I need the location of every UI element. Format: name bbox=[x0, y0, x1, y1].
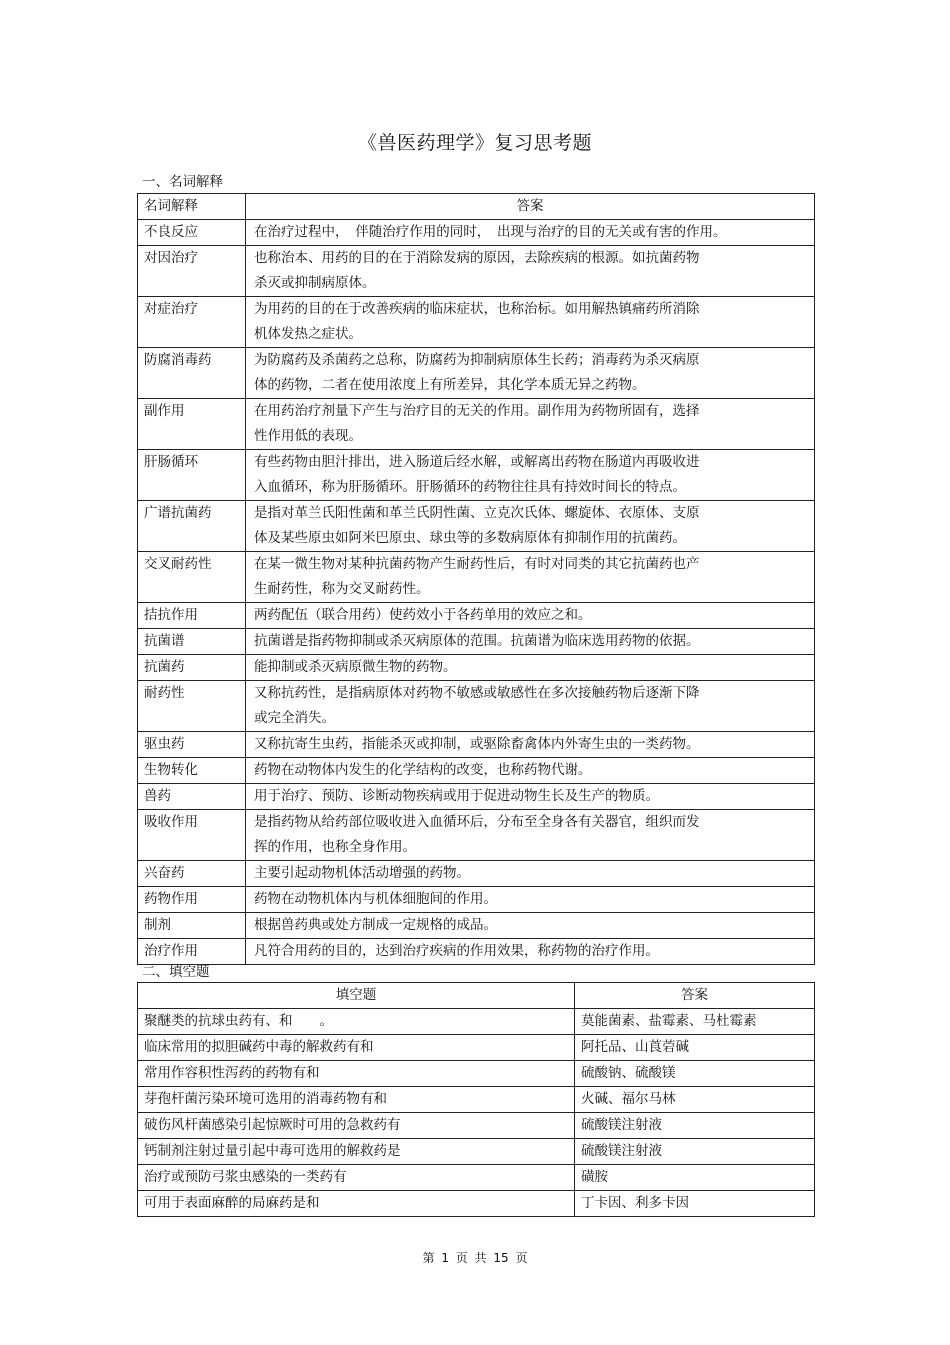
definition-cell bbox=[246, 887, 815, 913]
table-row bbox=[138, 1113, 815, 1139]
definition-line: 杀灭或抑制病原体。 bbox=[254, 275, 376, 291]
term-cell: 交叉耐药性 bbox=[138, 552, 246, 603]
definition-line: 药物在动物体内发生的化学结构的改变，也称药物代谢。 bbox=[254, 762, 592, 778]
answer-cell: 莫能菌素、盐霉素、马杜霉素 bbox=[575, 1009, 815, 1035]
answer-cell: 硫酸钠、硫酸镁 bbox=[575, 1061, 815, 1087]
table-row bbox=[138, 784, 815, 810]
definition-line: 性作用低的表现。 bbox=[254, 428, 362, 444]
term-cell: 驱虫药 bbox=[138, 732, 246, 758]
definition-line: 在治疗过程中， 伴随治疗作用的同时， 出现与治疗的目的无关或有害的作用。 bbox=[254, 224, 727, 240]
table-row bbox=[138, 1191, 815, 1217]
table-row bbox=[138, 758, 815, 784]
definition-line: 机体发热之症状。 bbox=[254, 326, 362, 342]
definition-cell bbox=[246, 810, 815, 861]
definition-line: 抗菌谱是指药物抑制或杀灭病原体的范围。抗菌谱为临床选用药物的依据。 bbox=[254, 633, 700, 649]
term-cell: 抗菌药 bbox=[138, 655, 246, 681]
definition-line: 在用药治疗剂量下产生与治疗目的无关的作用。副作用为药物所固有，选择 bbox=[254, 403, 700, 419]
section-heading-terms: 一、名词解释 bbox=[142, 174, 223, 190]
definition-cell bbox=[246, 861, 815, 887]
definition-line: 又称抗寄生虫药，指能杀灭或抑制，或驱除畜禽体内外寄生虫的一类药物。 bbox=[254, 736, 700, 752]
definition-line: 或完全消失。 bbox=[254, 710, 335, 726]
table-row bbox=[138, 552, 815, 603]
answer-cell: 硫酸镁注射液 bbox=[575, 1139, 815, 1165]
term-cell: 防腐消毒药 bbox=[138, 348, 246, 399]
page-title: 《兽医药理学》复习思考题 bbox=[357, 132, 592, 154]
table-row bbox=[138, 1035, 815, 1061]
table-row bbox=[138, 629, 815, 655]
definition-line: 挥的作用，也称全身作用。 bbox=[254, 839, 416, 855]
table-row bbox=[138, 810, 815, 861]
term-cell: 治疗作用 bbox=[138, 939, 246, 965]
fill-table-body bbox=[138, 1009, 815, 1217]
definition-cell bbox=[246, 348, 815, 399]
definition-line: 也称治本、用药的目的在于消除发病的原因，去除疾病的根源。如抗菌药物 bbox=[254, 250, 700, 266]
definition-cell bbox=[246, 655, 815, 681]
definition-cell bbox=[246, 732, 815, 758]
definition-cell bbox=[246, 939, 815, 965]
definition-line: 生耐药性，称为交叉耐药性。 bbox=[254, 581, 430, 597]
term-cell: 副作用 bbox=[138, 399, 246, 450]
definition-line: 有些药物由胆汁排出，进入肠道后经水解，或解离出药物在肠道内再吸收进 bbox=[254, 454, 700, 470]
definition-line: 又称抗药性，是指病原体对药物不敏感或敏感性在多次接触药物后逐渐下降 bbox=[254, 685, 700, 701]
question-cell: 聚醚类的抗球虫药有、和 。 bbox=[138, 1009, 575, 1035]
question-cell: 钙制剂注射过量引起中毒可选用的解救药是 bbox=[138, 1139, 575, 1165]
definition-line: 为防腐药及杀菌药之总称，防腐药为抑制病原体生长药；消毒药为杀灭病原 bbox=[254, 352, 700, 368]
table-row bbox=[138, 246, 815, 297]
definition-line: 凡符合用药的目的，达到治疗疾病的作用效果，称药物的治疗作用。 bbox=[254, 943, 659, 959]
answer-cell: 阿托品、山莨菪碱 bbox=[575, 1035, 815, 1061]
term-cell: 兴奋药 bbox=[138, 861, 246, 887]
definition-cell bbox=[246, 552, 815, 603]
table-row bbox=[138, 681, 815, 732]
question-cell: 可用于表面麻醉的局麻药是和 bbox=[138, 1191, 575, 1217]
definition-cell bbox=[246, 220, 815, 246]
table-row bbox=[138, 501, 815, 552]
table-row bbox=[138, 732, 815, 758]
question-cell: 常用作容积性泻药的药物有和 bbox=[138, 1061, 575, 1087]
term-cell: 对因治疗 bbox=[138, 246, 246, 297]
header-answer: 答案 bbox=[575, 983, 815, 1009]
header-term: 名词解释 bbox=[138, 194, 246, 220]
term-cell: 对症治疗 bbox=[138, 297, 246, 348]
term-cell: 药物作用 bbox=[138, 887, 246, 913]
table-row bbox=[138, 399, 815, 450]
terms-table-body bbox=[138, 220, 815, 965]
table-row bbox=[138, 861, 815, 887]
definition-line: 体及某些原虫如阿米巴原虫、球虫等的多数病原体有抑制作用的抗菌药。 bbox=[254, 530, 686, 546]
term-cell: 耐药性 bbox=[138, 681, 246, 732]
definition-cell bbox=[246, 784, 815, 810]
definition-line: 体的药物，二者在使用浓度上有所差异，其化学本质无异之药物。 bbox=[254, 377, 646, 393]
table-row bbox=[138, 297, 815, 348]
term-cell: 兽药 bbox=[138, 784, 246, 810]
definition-line: 主要引起动物机体活动增强的药物。 bbox=[254, 865, 470, 881]
table-row bbox=[138, 1165, 815, 1191]
table-row bbox=[138, 1139, 815, 1165]
table-row bbox=[138, 1087, 815, 1113]
answer-cell: 磺胺 bbox=[575, 1165, 815, 1191]
definition-cell bbox=[246, 297, 815, 348]
table-row bbox=[138, 450, 815, 501]
definition-cell bbox=[246, 603, 815, 629]
term-cell: 不良反应 bbox=[138, 220, 246, 246]
definition-line: 是指对革兰氏阳性菌和革兰氏阴性菌、立克次氏体、螺旋体、衣原体、支原 bbox=[254, 505, 700, 521]
term-cell: 吸收作用 bbox=[138, 810, 246, 861]
definition-cell bbox=[246, 501, 815, 552]
table-row bbox=[138, 939, 815, 965]
definition-cell bbox=[246, 758, 815, 784]
definition-line: 用于治疗、预防、诊断动物疾病或用于促进动物生长及生产的物质。 bbox=[254, 788, 659, 804]
table-row bbox=[138, 887, 815, 913]
terms-table bbox=[137, 193, 815, 965]
answer-cell: 火碱、福尔马林 bbox=[575, 1087, 815, 1113]
table-row bbox=[138, 655, 815, 681]
header-answer: 答案 bbox=[246, 194, 815, 220]
definition-line: 根据兽药典或处方制成一定规格的成品。 bbox=[254, 917, 497, 933]
table-row bbox=[138, 348, 815, 399]
header-question: 填空题 bbox=[138, 983, 575, 1009]
definition-cell bbox=[246, 246, 815, 297]
definition-line: 在某一微生物对某种抗菌药物产生耐药性后，有时对同类的其它抗菌药也产 bbox=[254, 556, 700, 572]
question-cell: 芽孢杆菌污染环境可选用的消毒药物有和 bbox=[138, 1087, 575, 1113]
question-cell: 临床常用的拟胆碱药中毒的解救药有和 bbox=[138, 1035, 575, 1061]
table-row bbox=[138, 220, 815, 246]
term-cell: 肝肠循环 bbox=[138, 450, 246, 501]
page-footer: 第 1 页 共 15 页 bbox=[422, 1251, 528, 1265]
term-cell: 拮抗作用 bbox=[138, 603, 246, 629]
terms-table-header bbox=[138, 194, 815, 220]
term-cell: 生物转化 bbox=[138, 758, 246, 784]
table-row bbox=[138, 913, 815, 939]
fill-table-header bbox=[138, 983, 815, 1009]
fill-table bbox=[137, 982, 815, 1217]
definition-cell bbox=[246, 681, 815, 732]
term-cell: 抗菌谱 bbox=[138, 629, 246, 655]
definition-cell bbox=[246, 399, 815, 450]
definition-line: 两药配伍（联合用药）使药效小于各药单用的效应之和。 bbox=[254, 607, 592, 623]
term-cell: 广谱抗菌药 bbox=[138, 501, 246, 552]
answer-cell: 硫酸镁注射液 bbox=[575, 1113, 815, 1139]
table-row bbox=[138, 1009, 815, 1035]
definition-line: 是指药物从给药部位吸收进入血循环后，分布至全身各有关器官，组织而发 bbox=[254, 814, 700, 830]
definition-cell bbox=[246, 629, 815, 655]
answer-cell: 丁卡因、利多卡因 bbox=[575, 1191, 815, 1217]
table-row bbox=[138, 603, 815, 629]
term-cell: 制剂 bbox=[138, 913, 246, 939]
table-row bbox=[138, 1061, 815, 1087]
question-cell: 破伤风杆菌感染引起惊厥时可用的急救药有 bbox=[138, 1113, 575, 1139]
definition-line: 入血循环，称为肝肠循环。肝肠循环的药物往往具有持效时间长的特点。 bbox=[254, 479, 686, 495]
definition-line: 能抑制或杀灭病原微生物的药物。 bbox=[254, 659, 457, 675]
definition-line: 为用药的目的在于改善疾病的临床症状，也称治标。如用解热镇痛药所消除 bbox=[254, 301, 700, 317]
definition-cell bbox=[246, 913, 815, 939]
section-heading-fill: 二、填空题 bbox=[142, 964, 210, 980]
definition-line: 药物在动物机体内与机体细胞间的作用。 bbox=[254, 891, 497, 907]
definition-cell bbox=[246, 450, 815, 501]
question-cell: 治疗或预防弓浆虫感染的一类药有 bbox=[138, 1165, 575, 1191]
